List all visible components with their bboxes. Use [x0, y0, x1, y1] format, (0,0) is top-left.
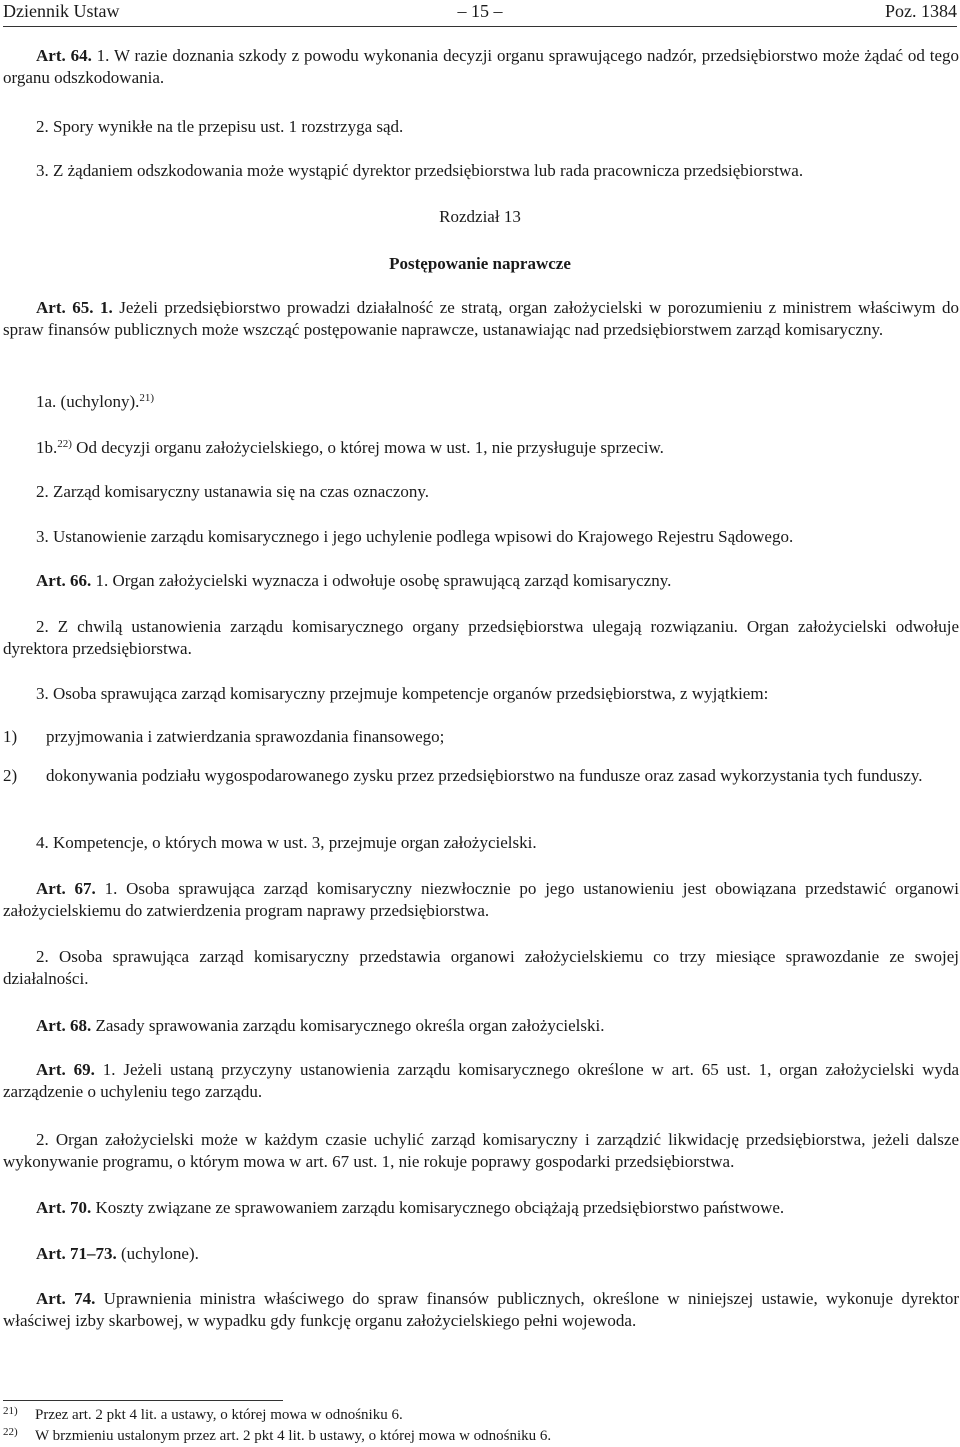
- footnote-ref-21: 21): [139, 392, 155, 404]
- art65-text1b: Od decyzji organu założycielskiego, o której mowa w ust. 1, nie przysługuje sprzeciw.: [71, 438, 664, 457]
- art71-73-para1: [3, 1243, 959, 1265]
- chapter-number: Rozdział 13: [439, 207, 521, 226]
- list-item: [3, 725, 959, 748]
- art65-para1a: [3, 391, 959, 413]
- art66-para3: 3. Osoba sprawująca zarząd komisaryczny przejmuje kompetencje organów przedsiębiorstwa, z wyjątkiem:: [36, 684, 769, 703]
- art67-para2: 2. Osoba sprawująca zarząd komisaryczny przedstawia organowi założycielskiemu co trzy miesiące sprawozdanie ze swojej działalności.: [3, 947, 959, 988]
- art65-para1: [3, 297, 959, 341]
- art64-para2: 2. Spory wynikłe na tle przepisu ust. 1 rozstrzyga sąd.: [36, 117, 404, 136]
- art66-label: Art. 66.: [36, 571, 92, 590]
- art68-para1: [3, 1015, 959, 1037]
- art65-para1b: [3, 437, 959, 459]
- art66-text1: 1. Organ założycielski wyznacza i odwołuje osobę sprawującą zarząd komisaryczny.: [91, 571, 672, 590]
- art69-text1: 1. Jeżeli ustaną przyczyny ustanowienia zarządu komisarycznego określone w art. 65 ust. 1, organ założycielski wyda zarządzenie o uchyleniu tego zarządu.: [3, 1060, 960, 1101]
- art69-para1: [3, 1059, 959, 1103]
- art66-para1: [3, 570, 959, 592]
- footnote-22: [3, 1427, 953, 1445]
- art64-para3: 3. Z żądaniem odszkodowania może wystąpić dyrektor przedsiębiorstwa lub rada pracownicza przedsiębiorstwa.: [36, 161, 804, 180]
- art70-label: Art. 70.: [36, 1198, 92, 1217]
- art74-para1: [3, 1288, 959, 1332]
- position-number: Poz. 1384: [885, 1, 957, 21]
- art67-label: Art. 67.: [36, 879, 96, 898]
- art64-text1: 1. W razie doznania szkody z powodu wykonania decyzji organu sprawującego nadzór, przedsiębiorstwo może żądać od tego organu odszkodowania.: [3, 46, 959, 87]
- footnote-ref-22: 22): [57, 438, 72, 450]
- art64-para1: [3, 45, 959, 89]
- footnote-21: [3, 1406, 953, 1424]
- footnote-divider: [3, 1400, 283, 1401]
- list-item-number: 2): [3, 766, 18, 785]
- art65-para2: 2. Zarząd komisaryczny ustanawia się na czas oznaczony.: [36, 482, 430, 501]
- list-item-number: 1): [3, 727, 18, 746]
- art70-text1: Koszty związane ze sprawowaniem zarządu komisarycznego obciążają przedsiębiorstwo państwowe.: [91, 1198, 785, 1217]
- page-number: – 15 –: [457, 1, 503, 21]
- art68-label: Art. 68.: [36, 1016, 92, 1035]
- art66-para2: 2. Z chwilą ustanowienia zarządu komisarycznego organy przedsiębiorstwa ulegają rozwiązaniu. Organ założycielski odwołuje dyrektora przedsiębiorstwa.: [3, 617, 959, 658]
- list-item-text: przyjmowania i zatwierdzania sprawozdania finansowego;: [46, 727, 445, 746]
- art69-para2: 2. Organ założycielski może w każdym czasie uchylić zarząd komisaryczny i zarządzić likwidację przedsiębiorstwa, jeżeli dalsze wykonywanie programu, o którym mowa w art. 67 ust. 1, nie rokuje poprawy gospodarki przedsiębiorstwa.: [3, 1130, 959, 1171]
- chapter-title: Postępowanie naprawcze: [389, 254, 571, 273]
- list-item-text: dokonywania podziału wygospodarowanego zysku przez przedsiębiorstwo na fundusze oraz zasad wykorzystania tych funduszy.: [46, 766, 923, 785]
- list-item: [3, 764, 959, 787]
- footnote-number: 22): [3, 1426, 18, 1438]
- art74-label: Art. 74.: [36, 1289, 96, 1308]
- art65-para3: 3. Ustanowienie zarządu komisarycznego i jego uchylenie podlega wpisowi do Krajowego Rejestru Sądowego.: [36, 527, 794, 546]
- art71-73-label: Art. 71–73.: [36, 1244, 117, 1263]
- art65-label: Art. 65. 1.: [36, 298, 113, 317]
- journal-title: Dziennik Ustaw: [3, 1, 120, 21]
- art70-para1: [3, 1197, 959, 1219]
- art74-text1: Uprawnienia ministra właściwego do spraw finansów publicznych, określone w niniejszej ustawie, wykonuje dyrektor właściwej izby skarbowej, w wypadku gdy funkcję organu założycielskiego pełni wojewoda.: [3, 1289, 959, 1330]
- art65-num1b: 1b.: [36, 438, 58, 457]
- art67-para1: [3, 878, 959, 922]
- art68-text1: Zasady sprawowania zarządu komisarycznego określa organ założycielski.: [91, 1016, 605, 1035]
- footnote-number: 21): [3, 1405, 18, 1417]
- art67-text1: 1. Osoba sprawująca zarząd komisaryczny niezwłocznie po jego ustanowieniu jest obowiązana przedstawić organowi założycielskiemu do zatwierdzenia program naprawy przedsiębiorstwa.: [3, 879, 959, 920]
- footnote-text: Przez art. 2 pkt 4 lit. a ustawy, o której mowa w odnośniku 6.: [35, 1407, 403, 1423]
- art65-text1: Jeżeli przedsiębiorstwo prowadzi działalność ze stratą, organ założycielski w porozumieniu z ministrem właściwym do spraw finansów publicznych może wszcząć postępowanie naprawcze, ustanawiając nad przedsiębiorstwem zarząd komisaryczny.: [3, 298, 959, 339]
- art64-label: Art. 64.: [36, 46, 92, 65]
- page-header: [3, 0, 957, 27]
- art65-text1a: 1a. (uchylony).: [36, 392, 140, 411]
- art69-label: Art. 69.: [36, 1060, 95, 1079]
- art66-para4: 4. Kompetencje, o których mowa w ust. 3, przejmuje organ założycielski.: [36, 833, 537, 852]
- footnote-text: W brzmieniu ustalonym przez art. 2 pkt 4 lit. b ustawy, o której mowa w odnośniku 6.: [35, 1428, 552, 1444]
- art71-73-text1: (uchylone).: [116, 1244, 199, 1263]
